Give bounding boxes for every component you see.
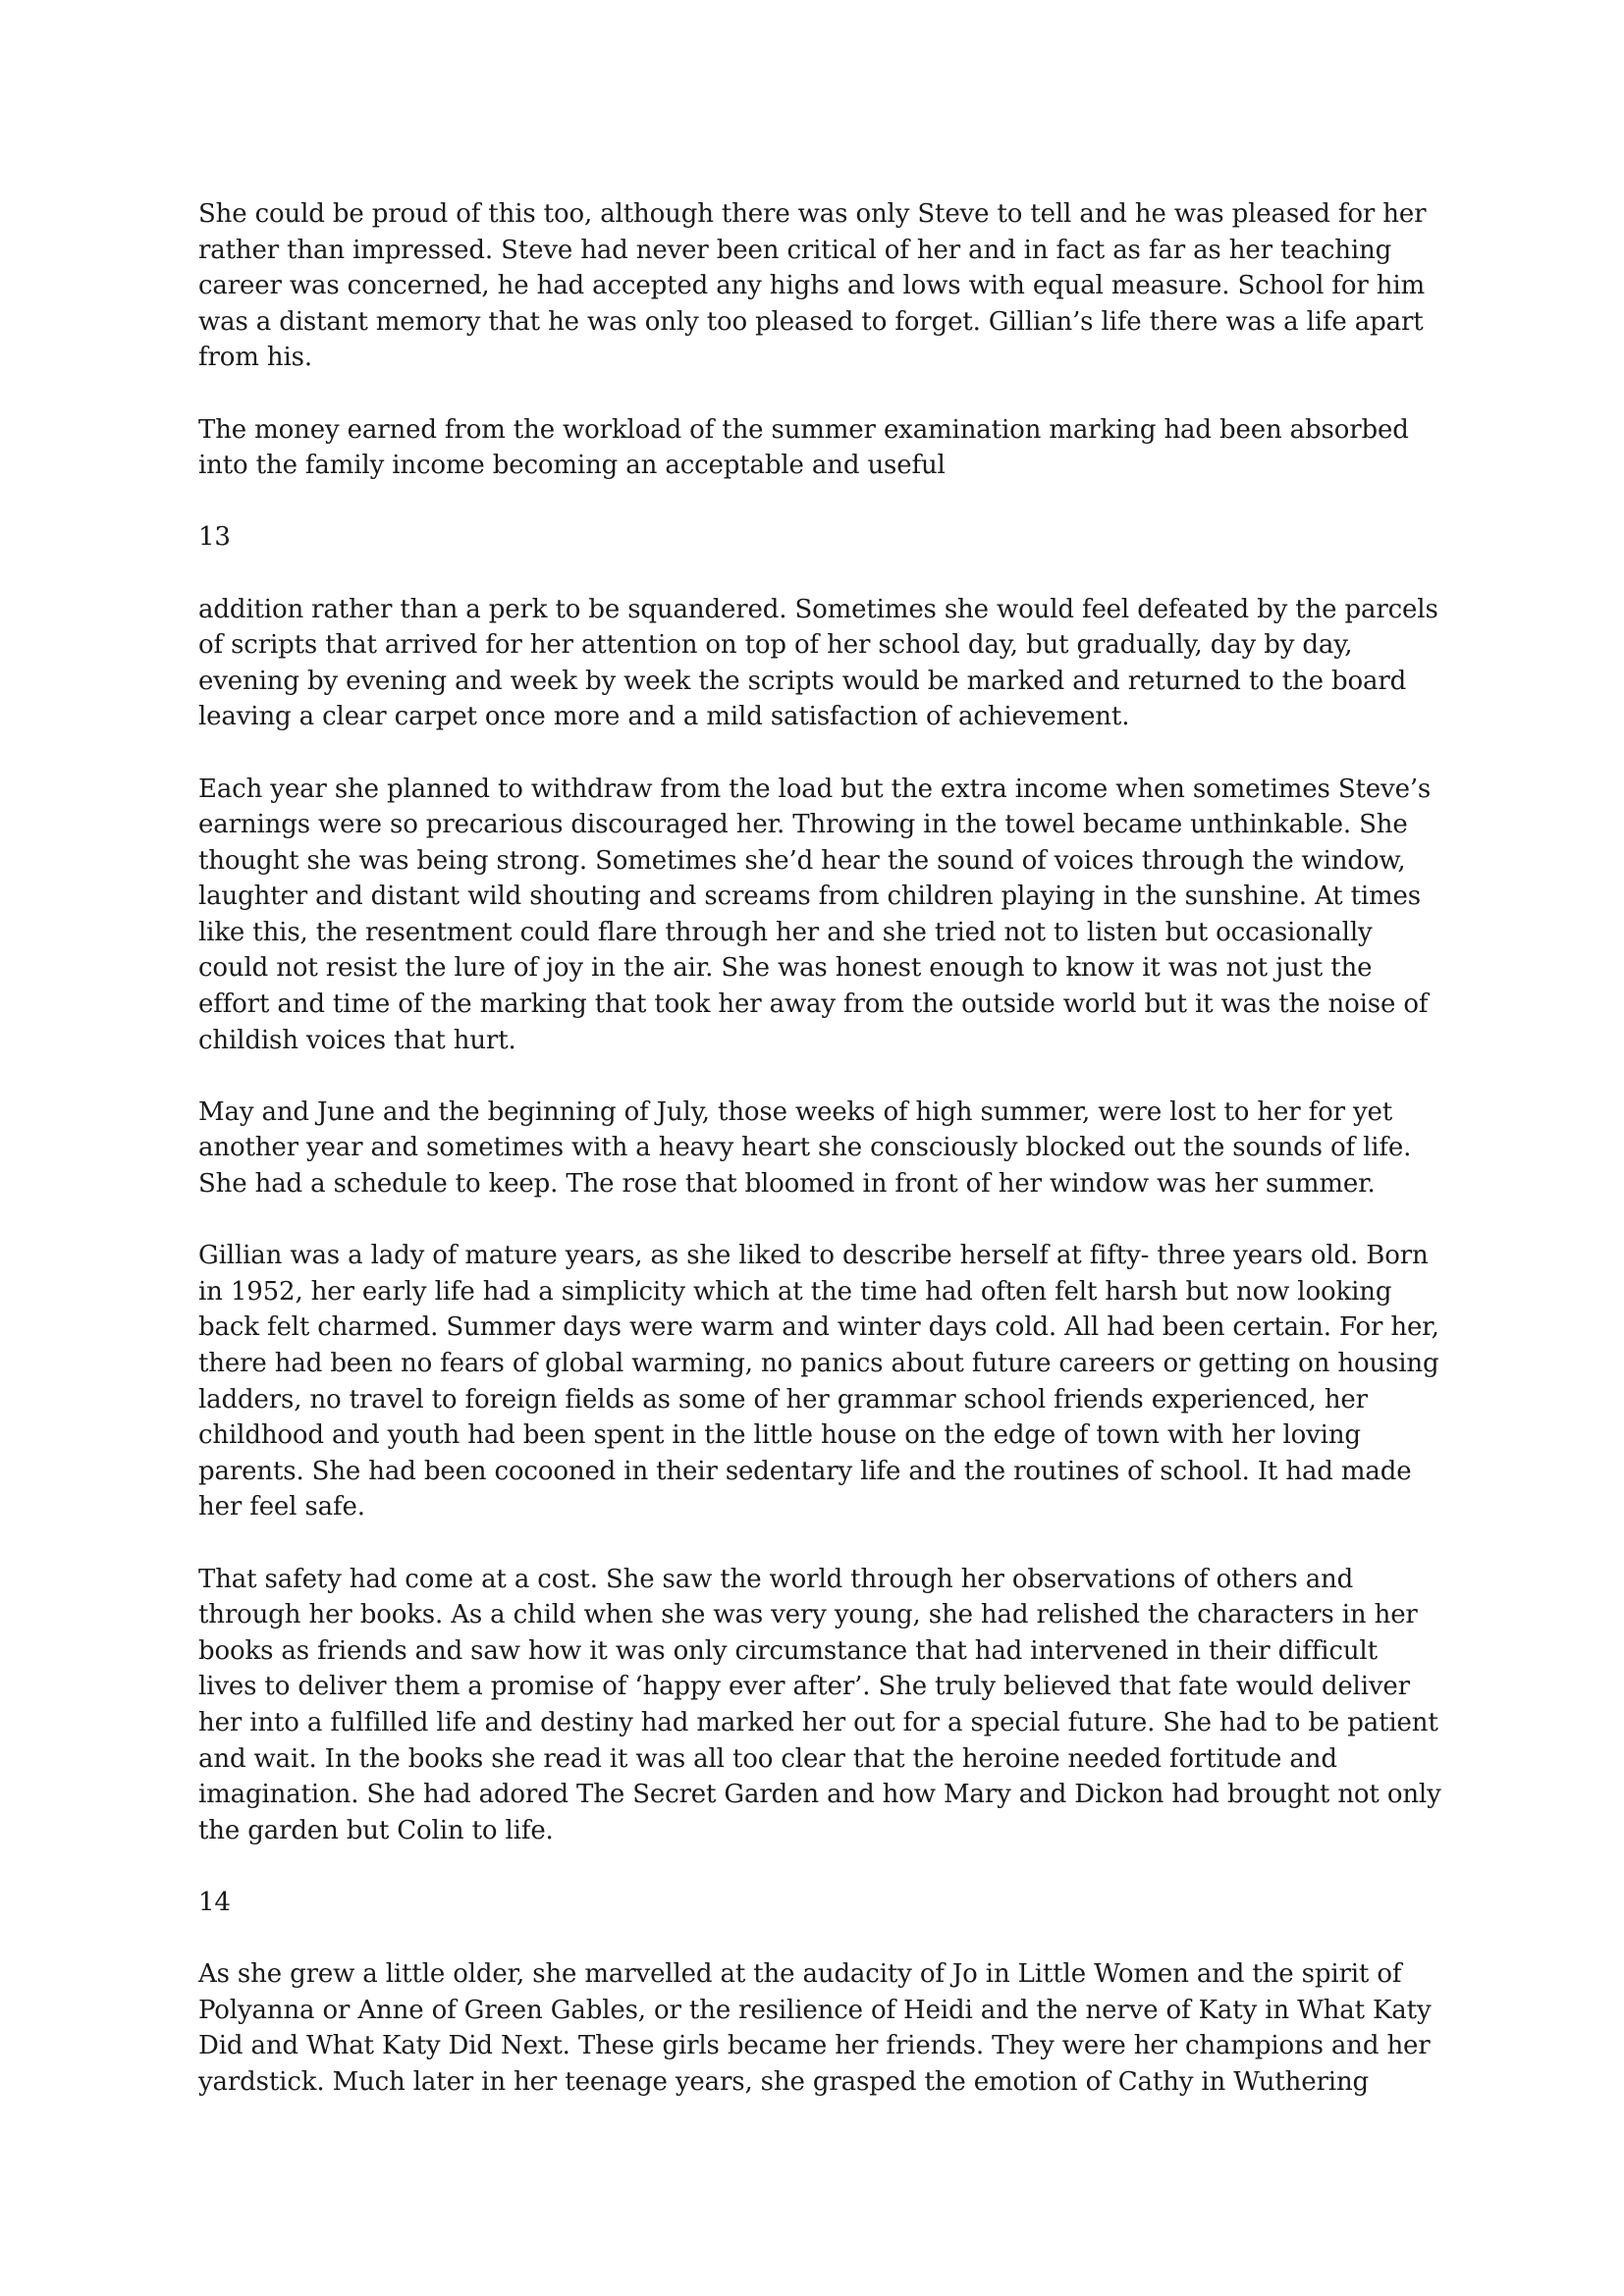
- paragraph: Gillian was a lady of mature years, as she liked to describe herself at fifty- three years old. Born in 1952, her early life had a simplicity which at the time had often felt harsh but now looking back felt charmed. Summer days were warm and winter days cold. All had been certain. For her, there had been no fears of global warming, no panics about future careers or getting on housing ladders, no travel to foreign fields as some of her grammar school friends experienced, her childhood and youth had been spent in the little house on the edge of town with her loving parents. She had been cocooned in their sedentary life and the routines of school. It had made her feel safe.: [198, 1241, 1439, 1522]
- paragraph: She could be proud of this too, although there was only Steve to tell and he was pleased for her rather than impressed. Steve had never been critical of her and in fact as far as her teaching career was concerned, he had accepted any highs and lows with equal measure. School for him was a distant memory that he was only too pleased to forget. Gillian’s life there was a life apart from his.: [198, 199, 1427, 373]
- paragraph: addition rather than a perk to be squandered. Sometimes she would feel defeated by the parcels of scripts that arrived for her attention on top of her school day, but gradually, day by day, evening by evening and week by week the scripts would be marked and returned to the board leaving a clear carpet once more and a mild satisfaction of achievement.: [198, 594, 1438, 732]
- paragraph: May and June and the beginning of July, those weeks of high summer, were lost to her for yet another year and sometimes with a heavy heart she consciously blocked out the sounds of life. She had a schedule to keep. The rose that bloomed in front of her window was her summer.: [198, 1096, 1412, 1200]
- document-page: [198, 196, 1465, 2136]
- paragraph: As she grew a little older, she marvelled at the audacity of Jo in Little Women and the spirit of Polyanna or Anne of Green Gables, or the resilience of Heidi and the nerve of Katy in What Katy Did and What Katy Did Next. These girls became her friends. They were her champions and her yardstick. Much later in her teenage years, she grasped the emotion of Cathy in Wuthering: [198, 1959, 1432, 2097]
- page-number: 14: [198, 1887, 231, 1917]
- paragraph: Each year she planned to withdraw from the load but the extra income when sometimes Steve’s earnings were so precarious discouraged her. Throwing in the towel became unthinkable. She thought she was being strong. Sometimes she’d hear the sound of voices through the window, laughter and distant wild shouting and screams from children playing in the sunshine. At times like this, the resentment could flare through her and she tried not to listen but occasionally could not resist the lure of joy in the air. She was honest enough to know it was not just the effort and time of the marking that took her away from the outside world but it was the noise of childish voices that hurt.: [198, 774, 1432, 1055]
- paragraph: That safety had come at a cost. She saw the world through her observations of others and through her books. As a child when she was very young, she had relished the characters in her books as friends and saw how it was only circumstance that had intervened in their difficult lives to deliver them a promise of ‘happy ever after’. She truly believed that fate would deliver her into a fulfilled life and destiny had marked her out for a special future. She had to be patient and wait. In the books she read it was all too clear that the heroine needed fortitude and imagination. She had adored The Secret Garden and how Mary and Dickon had brought not only the garden but Colin to life.: [198, 1564, 1441, 1845]
- paragraph: The money earned from the workload of the summer examination marking had been absorbed into the family income becoming an acceptable and useful: [198, 414, 1409, 481]
- page-number: 13: [198, 522, 231, 553]
